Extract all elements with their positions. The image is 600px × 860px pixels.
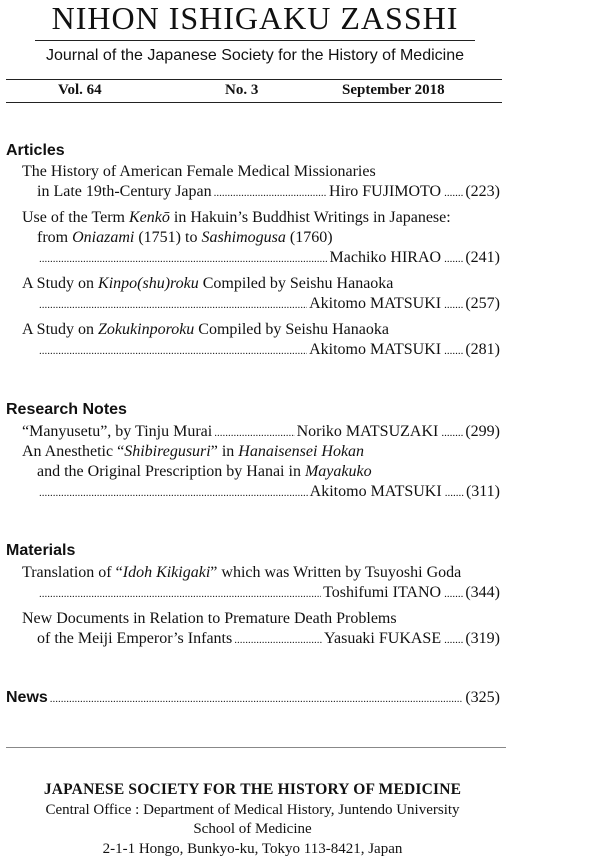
office-line: School of Medicine	[193, 821, 312, 837]
entry-line	[37, 583, 500, 604]
entry-line	[37, 294, 500, 315]
dot-leader: .......	[444, 487, 464, 499]
entry-author: Toshifumi ITANO	[323, 584, 442, 601]
journal-title: NIHON ISHIGAKU ZASSHI	[51, 0, 459, 36]
dot-leader	[50, 688, 464, 709]
footer-rule	[6, 747, 506, 748]
dot-leader	[39, 340, 307, 361]
entry-line	[37, 340, 500, 361]
entry-line	[22, 422, 500, 443]
entry-title-line: New Documents in Relation to Premature Death Problems	[22, 610, 397, 627]
entry-title-line: An Anesthetic “Shibiregusuri” in Hanaisensei Hokan	[22, 443, 365, 460]
dot-leader: .......	[444, 299, 464, 311]
entry-title-line: Translation of “Idoh Kikigaki” which was Written by Tsuyoshi Goda	[22, 564, 462, 581]
entry-page: (223)	[465, 183, 500, 200]
entry-author: Akitomo MATSUKI	[309, 483, 442, 500]
address-line: 2-1-1 Hongo, Bunkyo-ku, Tokyo 113-8421, Japan	[102, 841, 403, 857]
dot-leader	[39, 248, 328, 269]
dot-leader: .......	[444, 634, 464, 646]
entry-author: Machiko HIRAO	[329, 249, 442, 266]
entry-author: Akitomo MATSUKI	[309, 295, 442, 312]
entry-title-line: Use of the Term Kenkō in Hakuin’s Buddhist Writings in Japanese:	[22, 209, 451, 226]
number-label: No. 3	[225, 82, 259, 98]
entry-author: Akitomo MATSUKI	[309, 341, 442, 358]
entry-title-line: from Oniazami (1751) to Sashimogusa (1760)	[37, 229, 333, 246]
entry-line	[37, 182, 500, 203]
entry-title-line: A Study on Zokukinporoku Compiled by Seishu Hanaoka	[22, 321, 389, 338]
dot-leader	[214, 182, 327, 203]
entry-page: (241)	[465, 249, 500, 266]
dot-leader	[39, 294, 307, 315]
entry-author: Yasuaki FUKASE	[324, 630, 442, 647]
section-heading-research-notes: Research Notes	[6, 401, 127, 418]
entry-line	[37, 482, 500, 503]
entry-page: (257)	[465, 295, 500, 312]
dot-leader: .......	[444, 253, 464, 265]
entry-page: (281)	[465, 341, 500, 358]
volume-label: Vol. 64	[58, 82, 102, 98]
entry-title-line: “Manyusetu”, by Tinju Murai	[22, 423, 213, 440]
entry-author: Hiro FUJIMOTO	[328, 183, 442, 200]
office-line: Central Office : Department of Medical History, Juntendo University	[45, 802, 460, 818]
dot-leader: .......	[444, 187, 464, 199]
entry-page: (299)	[465, 423, 500, 440]
section-heading-news: News	[6, 689, 48, 706]
entry-page: (344)	[465, 584, 500, 601]
entry-title-line: of the Meiji Emperor’s Infants	[37, 630, 233, 647]
journal-subtitle: Journal of the Japanese Society for the History of Medicine	[46, 47, 464, 64]
society-name: JAPANESE SOCIETY FOR THE HISTORY OF MEDICINE	[43, 781, 462, 798]
entry-page: (325)	[465, 689, 500, 706]
dot-leader	[39, 482, 308, 503]
title-rule	[35, 40, 475, 41]
issue-bottom-rule	[6, 102, 502, 103]
entry-title-line: The History of American Female Medical Missionaries	[22, 163, 376, 180]
entry-title-line: and the Original Prescription by Hanai in Mayakuko	[37, 463, 372, 480]
dot-leader: .......	[444, 345, 464, 357]
toc-entry-news	[6, 688, 500, 709]
entry-title-line: in Late 19th-Century Japan	[37, 183, 212, 200]
dot-leader	[234, 629, 322, 650]
entry-author: Noriko MATSUZAKI	[296, 423, 439, 440]
dot-leader: .......	[444, 588, 464, 600]
entry-line	[37, 629, 500, 650]
dot-leader	[214, 422, 294, 443]
entry-page: (319)	[465, 630, 500, 647]
dot-leader: ........	[441, 427, 464, 439]
entry-line	[37, 248, 500, 269]
issue-date: September 2018	[342, 82, 445, 98]
section-heading-articles: Articles	[6, 142, 65, 159]
issue-top-rule	[6, 79, 502, 80]
section-heading-materials: Materials	[6, 542, 76, 559]
entry-title-line: A Study on Kinpo(shu)roku Compiled by Seishu Hanaoka	[22, 275, 394, 292]
entry-page: (311)	[465, 483, 500, 500]
dot-leader	[39, 583, 321, 604]
